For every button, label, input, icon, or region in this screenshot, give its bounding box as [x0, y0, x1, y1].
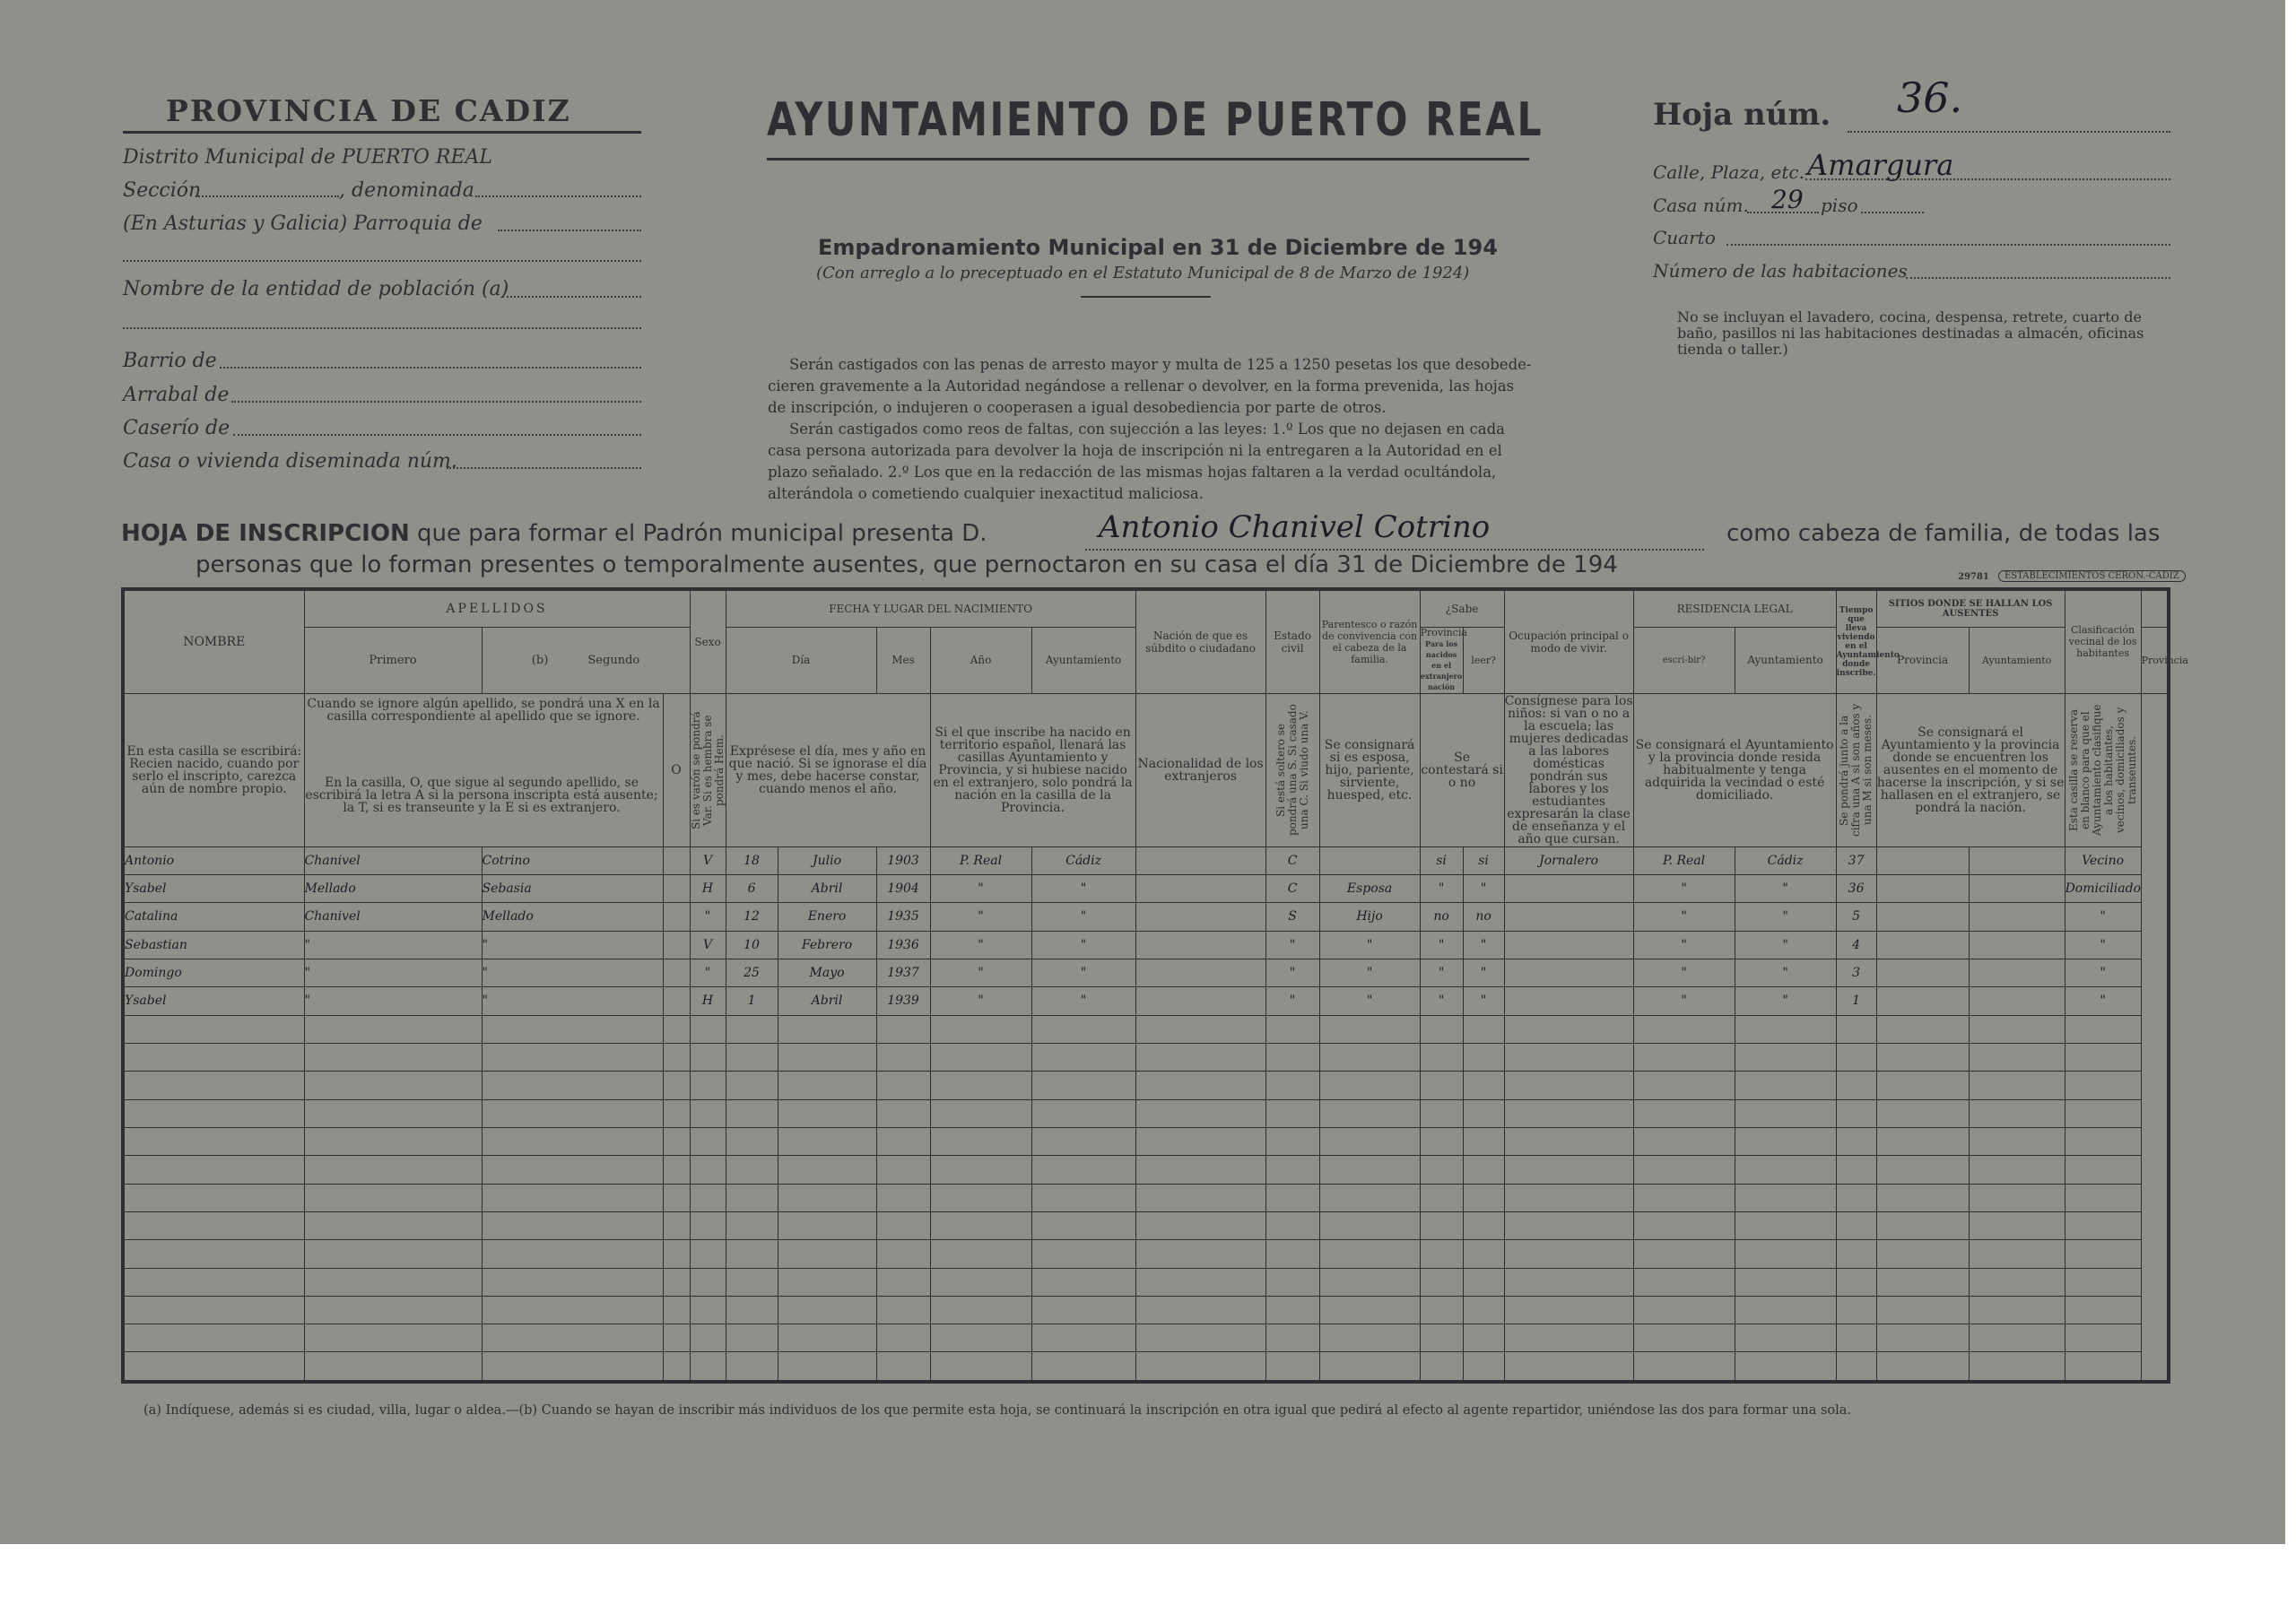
- ayuntamiento-title: AYUNTAMIENTO DE PUERTO REAL: [767, 93, 1544, 147]
- table-row: [123, 1099, 2169, 1127]
- col-primero: Primero: [304, 627, 482, 693]
- cell-primero: Mellado: [304, 874, 482, 902]
- cell-estado: C: [1265, 874, 1319, 902]
- cell-prov: ": [1031, 987, 1135, 1015]
- cell-nombre: Catalina: [123, 903, 304, 931]
- cell-parentesco: Hijo: [1319, 903, 1420, 931]
- cell-clas: Vecino: [2065, 846, 2141, 874]
- denominada-label: , denominada: [339, 179, 474, 202]
- inst-clasificacion: Esta casilla se reserva en blanco para que el Ayuntamiento clasifique a los habitantes, vecinos, domiciliados y transeuntes.: [2066, 704, 2138, 836]
- calle-value: Amargura: [1807, 148, 1954, 182]
- inst-fecha: Exprésese el día, mes y año en que nació. Si se ignorase el día y mes, debe hacerse constar, cuando menos el año.: [726, 693, 930, 846]
- inst-residencia: Se consignará el Ayuntamiento y la provincia donde resida habitualmente y tenga adquirida la vecindad o esté domiciliado.: [1633, 693, 1836, 846]
- cell-res_ayto: P. Real: [1633, 846, 1735, 874]
- casa-num-label: Casa núm.: [1653, 195, 1749, 216]
- col-estado: Estado civil: [1265, 589, 1319, 693]
- cell-tiempo: 5: [1836, 903, 1876, 931]
- cell-leer: ": [1420, 874, 1463, 902]
- cell-primero: Chanivel: [304, 846, 482, 874]
- arrabal-label: Arrabal de: [123, 384, 230, 406]
- col-dia: Día: [726, 627, 876, 693]
- col-nombre: NOMBRE: [123, 589, 304, 693]
- cell-primero: ": [304, 931, 482, 959]
- col-escribir: escri-bir?: [1633, 627, 1735, 693]
- cell-res_prov: ": [1735, 987, 1836, 1015]
- table-row: [123, 1324, 2169, 1352]
- cell-prov: ": [1031, 903, 1135, 931]
- cell-res_ayto: ": [1633, 959, 1735, 986]
- cell-sexo: V: [690, 846, 726, 874]
- cell-leer: no: [1420, 903, 1463, 931]
- col-residencia: RESIDENCIA LEGAL: [1633, 589, 1836, 627]
- cell-dia: 6: [726, 874, 778, 902]
- cell-anio: 1904: [876, 874, 930, 902]
- caserio-label: Caserío de: [123, 417, 230, 439]
- col-ocupacion: Ocupación principal o modo de vivir.: [1504, 589, 1633, 693]
- cell-mes: Julio: [778, 846, 876, 874]
- table-row: [123, 1296, 2169, 1324]
- cell-anio: 1937: [876, 959, 930, 986]
- table-body: [123, 846, 2169, 1382]
- cell-estado: ": [1265, 959, 1319, 986]
- footnote: (a) Indíquese, además si es ciudad, villa, lugar o aldea.—(b) Cuando se hayan de inscribir más individuos de los que permite esta hoja, se continuará la inscripción en otra igual que pedirá al efecto al agente repartidor, uniéndose las dos para formar una sola.: [144, 1403, 1852, 1418]
- table-row: [123, 1043, 2169, 1071]
- col-leer: leer?: [1463, 627, 1504, 693]
- inst-sabe: Se contestará si o no: [1420, 693, 1504, 846]
- cell-prov: Cádiz: [1031, 846, 1135, 874]
- cell-mes: Abril: [778, 874, 876, 902]
- cell-nombre: Domingo: [123, 959, 304, 986]
- entidad-label: Nombre de la entidad de población (a): [123, 278, 509, 300]
- inscripcion-line: HOJA DE INSCRIPCION que para formar el Padrón municipal presenta D.: [121, 520, 987, 547]
- table-row: [123, 987, 2169, 1015]
- cell-ocupacion: [1504, 874, 1633, 902]
- cell-res_ayto: ": [1633, 874, 1735, 902]
- cell-res_ayto: ": [1633, 903, 1735, 931]
- head-of-family-name: Antonio Chanivel Cotrino: [1099, 509, 1491, 545]
- cell-tiempo: 37: [1836, 846, 1876, 874]
- cell-ayto: P. Real: [930, 846, 1031, 874]
- table-row: [123, 1352, 2169, 1382]
- col-sit-ayuntamiento: Ayuntamiento: [1969, 627, 2065, 693]
- cell-primero: Chanivel: [304, 903, 482, 931]
- cell-nacion: [1135, 931, 1265, 959]
- col-fecha-lugar: FECHA Y LUGAR DEL NACIMIENTO: [726, 589, 1135, 627]
- col-clasificacion: Clasificación vecinal de los habitantes: [2065, 589, 2141, 693]
- col-nacion: Nación de que es súbdito o ciudadano: [1135, 589, 1265, 693]
- col-sit-provincia: Provincia: [2141, 627, 2169, 693]
- cell-tiempo: 3: [1836, 959, 1876, 986]
- col-tiempo: Tiempo que lleva viviendo en el Ayuntamiento donde inscribe.: [1836, 589, 1876, 693]
- barrio-label: Barrio de: [123, 350, 217, 372]
- cell-parentesco: ": [1319, 931, 1420, 959]
- inst-sitios: Se consignará el Ayuntamiento y la provincia donde se encuentren los ausentes en el momento de hacerse la inscripción, y si se hallasen en el extranjero, se pondrá la nación.: [1876, 693, 2065, 846]
- piso-label: piso: [1821, 195, 1858, 216]
- table-row: [123, 1211, 2169, 1239]
- census-table: [121, 587, 2188, 1384]
- cell-escribir: ": [1463, 931, 1504, 959]
- inst-estado: Si está soltero se pondrá una S. Si casado una C. Si viudo una V.: [1274, 704, 1310, 837]
- cell-ocupacion: [1504, 987, 1633, 1015]
- cell-tiempo: 4: [1836, 931, 1876, 959]
- cell-tiempo: 36: [1836, 874, 1876, 902]
- col-parentesco: Parentesco o razón de convivencia con el cabeza de la familia.: [1319, 589, 1420, 693]
- inst-nacion: Nacionalidad de los extranjeros: [1135, 693, 1265, 846]
- cell-leer: ": [1420, 987, 1463, 1015]
- inst-ocupacion: Consígnese para los niños: si van o no a la escuela; las mujeres dedicadas a las labores domésticas pondrán sus labores y los estudiantes expresarán la clase de enseñanza y el año que cursan.: [1504, 693, 1633, 846]
- cell-segundo: ": [482, 959, 663, 986]
- col-sabe: ¿Sabe: [1420, 589, 1504, 627]
- cell-prov: ": [1031, 931, 1135, 959]
- casa-diseminada-label: Casa o vivienda diseminada núm.: [123, 450, 457, 473]
- table-row: [123, 846, 2169, 874]
- cell-clas: ": [2065, 959, 2141, 986]
- habitaciones-label: Número de las habitaciones: [1653, 260, 1908, 282]
- inst-nombre: En esta casilla se escribirá: Recien nacido, cuando por serlo el inscripto, carezca aún de nombre propio.: [123, 693, 304, 846]
- cell-nacion: [1135, 987, 1265, 1015]
- inst-sexo: Si es varón se pondrá Var. Si es hembra se pondrá Hem.: [689, 710, 726, 829]
- cell-ayto: ": [930, 874, 1031, 902]
- cell-ayto: ": [930, 959, 1031, 986]
- cell-sexo: ": [690, 903, 726, 931]
- hoja-label: Hoja núm.: [1653, 97, 1831, 133]
- cell-dia: 18: [726, 846, 778, 874]
- table-row: [123, 1127, 2169, 1155]
- cell-sexo: ": [690, 959, 726, 986]
- cell-anio: 1936: [876, 931, 930, 959]
- seccion-label: Sección: [123, 179, 202, 202]
- estatuto-note: (Con arreglo a lo preceptuado en el Estatuto Municipal de 8 de Marzo de 1924): [816, 264, 1470, 282]
- cell-sexo: V: [690, 931, 726, 959]
- parroquia-label: (En Asturias y Galicia) Parroquia de: [123, 213, 483, 235]
- cell-res_ayto: ": [1633, 987, 1735, 1015]
- cabeza-familia-text: como cabeza de familia, de todas las: [1726, 520, 2161, 547]
- cell-res_prov: ": [1735, 874, 1836, 902]
- table-row: [123, 1156, 2169, 1184]
- cell-nacion: [1135, 874, 1265, 902]
- cell-escribir: no: [1463, 903, 1504, 931]
- col-b: (b): [531, 653, 549, 667]
- table-row: [123, 903, 2169, 931]
- inst-apellidos-bottom: En la casilla, O, que sigue al segundo apellido, se escribirá la letra A si la persona inscripta está ausente; la T, si es transeunte y la E si es extranjero.: [305, 775, 658, 815]
- col-res-provincia: Provincia: [1876, 627, 1969, 693]
- cell-res_prov: ": [1735, 931, 1836, 959]
- cell-clas: ": [2065, 931, 2141, 959]
- cell-segundo: Cotrino: [482, 846, 663, 874]
- cell-prov: ": [1031, 874, 1135, 902]
- cell-mes: Febrero: [778, 931, 876, 959]
- cell-primero: ": [304, 959, 482, 986]
- col-ayuntamiento: Ayuntamiento: [1031, 627, 1135, 693]
- printer-stamp: ESTABLECIMIENTOS CERON.-CADIZ: [1998, 570, 2186, 582]
- cell-nacion: [1135, 959, 1265, 986]
- cell-anio: 1939: [876, 987, 930, 1015]
- cell-prov: ": [1031, 959, 1135, 986]
- cell-leer: si: [1420, 846, 1463, 874]
- cell-parentesco: [1319, 846, 1420, 874]
- cell-parentesco: ": [1319, 959, 1420, 986]
- cell-res_prov: ": [1735, 903, 1836, 931]
- col-anio: Año: [930, 627, 1031, 693]
- cell-leer: ": [1420, 959, 1463, 986]
- cell-estado: C: [1265, 846, 1319, 874]
- cell-ayto: ": [930, 931, 1031, 959]
- print-code: 29781: [1958, 572, 1989, 582]
- cell-dia: 10: [726, 931, 778, 959]
- cell-sexo: H: [690, 987, 726, 1015]
- cell-nombre: Ysabel: [123, 874, 304, 902]
- casa-num-value: 29: [1771, 185, 1804, 214]
- cell-ocupacion: [1504, 903, 1633, 931]
- inst-parentesco: Se consignará si es esposa, hijo, pariente, sirviente, huesped, etc.: [1319, 693, 1420, 846]
- cell-nacion: [1135, 846, 1265, 874]
- table-row: [123, 1268, 2169, 1296]
- cell-escribir: ": [1463, 874, 1504, 902]
- inst-lugar: Si el que inscribe ha nacido en territorio español, llenará las casillas Ayuntamiento y Provincia, y si hubiese nacido en el extranjero, solo pondrá la nación en la casilla de la Provincia.: [930, 693, 1135, 846]
- cell-clas: ": [2065, 903, 2141, 931]
- cell-nombre: Ysabel: [123, 987, 304, 1015]
- col-sitios: SITIOS DONDE SE HALLAN LOS AUSENTES: [1876, 589, 2065, 627]
- province-title: PROVINCIA DE CADIZ: [166, 93, 571, 128]
- inscripcion-line-2: personas que lo forman presentes o temporalmente ausentes, que pernoctaron en su casa el día 31 de Diciembre de 194: [196, 551, 1618, 578]
- hoja-number: 36.: [1897, 74, 1963, 122]
- cell-parentesco: Esposa: [1319, 874, 1420, 902]
- col-res-ayuntamiento: Ayuntamiento: [1735, 627, 1836, 693]
- cell-nombre: Sebastian: [123, 931, 304, 959]
- cell-tiempo: 1: [1836, 987, 1876, 1015]
- cell-segundo: ": [482, 987, 663, 1015]
- cell-estado: ": [1265, 987, 1319, 1015]
- cell-mes: Abril: [778, 987, 876, 1015]
- table-row: [123, 1184, 2169, 1211]
- col-sexo: Sexo: [690, 589, 726, 693]
- cell-res_ayto: ": [1633, 931, 1735, 959]
- cell-dia: 25: [726, 959, 778, 986]
- cell-dia: 1: [726, 987, 778, 1015]
- cell-clas: ": [2065, 987, 2141, 1015]
- cell-clas: Domiciliado: [2065, 874, 2141, 902]
- cell-escribir: ": [1463, 987, 1504, 1015]
- col-segundo: Segundo: [587, 653, 640, 667]
- inst-tiempo: Se pondrá junto a la cifra una A si son años y una M si son meses.: [1838, 703, 1874, 837]
- cell-escribir: ": [1463, 959, 1504, 986]
- cell-res_prov: Cádiz: [1735, 846, 1836, 874]
- cell-anio: 1903: [876, 846, 930, 874]
- cell-segundo: ": [482, 931, 663, 959]
- col-provincia-note: Para los nacidos en el extranjero nación: [1420, 639, 1463, 692]
- table-row: [123, 1240, 2169, 1268]
- cell-ayto: ": [930, 903, 1031, 931]
- cell-segundo: Sebasia: [482, 874, 663, 902]
- cell-mes: Enero: [778, 903, 876, 931]
- calle-label: Calle, Plaza, etc.: [1653, 161, 1805, 183]
- empadronamiento-title: Empadronamiento Municipal en 31 de Diciembre de 194: [818, 235, 1498, 260]
- cell-primero: ": [304, 987, 482, 1015]
- cell-escribir: si: [1463, 846, 1504, 874]
- cell-anio: 1935: [876, 903, 930, 931]
- cell-segundo: Mellado: [482, 903, 663, 931]
- cell-nacion: [1135, 903, 1265, 931]
- cell-res_prov: ": [1735, 959, 1836, 986]
- cell-mes: Mayo: [778, 959, 876, 986]
- cell-ocupacion: [1504, 959, 1633, 986]
- col-provincia: Provincia: [1420, 627, 1467, 639]
- cuarto-label: Cuarto: [1653, 227, 1716, 248]
- table-row: [123, 931, 2169, 959]
- table-row: [123, 959, 2169, 986]
- habitaciones-note: No se incluyan el lavadero, cocina, despensa, retrete, cuarto de baño, pasillos ni las habitaciones destinadas a almacén, oficinas tienda o taller.): [1677, 308, 2144, 358]
- cell-sexo: H: [690, 874, 726, 902]
- table-row: [123, 874, 2169, 902]
- col-apellidos: APELLIDOS: [304, 589, 690, 627]
- cell-nombre: Antonio: [123, 846, 304, 874]
- penalty-text: Serán castigados con las penas de arresto mayor y multa de 125 a 1250 pesetas los que desobede- cieren gravemente a la Autoridad negándose a rellenar o devolver, en la forma prevenida, las hojas de inscripción, o indujeren o cooperasen a igual desobediencia por parte de otros. Serán castigados como reos de faltas, con sujección a las leyes: 1.º Los que no dejasen en cada casa persona autorizada para devolver la hoja de inscripción ni la entregaren a la Autoridad en el plazo señalado. 2.º Los que en la redacción de las mismas hojas faltaren a la verdad ocultándola, alterándola o cometiendo cualquier inexactitud maliciosa.: [768, 356, 1532, 502]
- cell-dia: 12: [726, 903, 778, 931]
- table-row: [123, 1072, 2169, 1099]
- cell-parentesco: ": [1319, 987, 1420, 1015]
- cell-ocupacion: Jornalero: [1504, 846, 1633, 874]
- cell-estado: S: [1265, 903, 1319, 931]
- cell-leer: ": [1420, 931, 1463, 959]
- table-row: [123, 1015, 2169, 1043]
- cell-ayto: ": [930, 987, 1031, 1015]
- inscripcion-title: HOJA DE INSCRIPCION: [121, 520, 410, 547]
- cell-estado: ": [1265, 931, 1319, 959]
- inst-o-col: O: [663, 693, 690, 846]
- distrito-line: Distrito Municipal de PUERTO REAL: [123, 146, 493, 169]
- cell-ocupacion: [1504, 931, 1633, 959]
- inst-apellidos-top: Cuando se ignore algún apellido, se pondrá una X en la casilla correspondiente al apellido que se ignore.: [307, 696, 660, 724]
- col-mes: Mes: [876, 627, 930, 693]
